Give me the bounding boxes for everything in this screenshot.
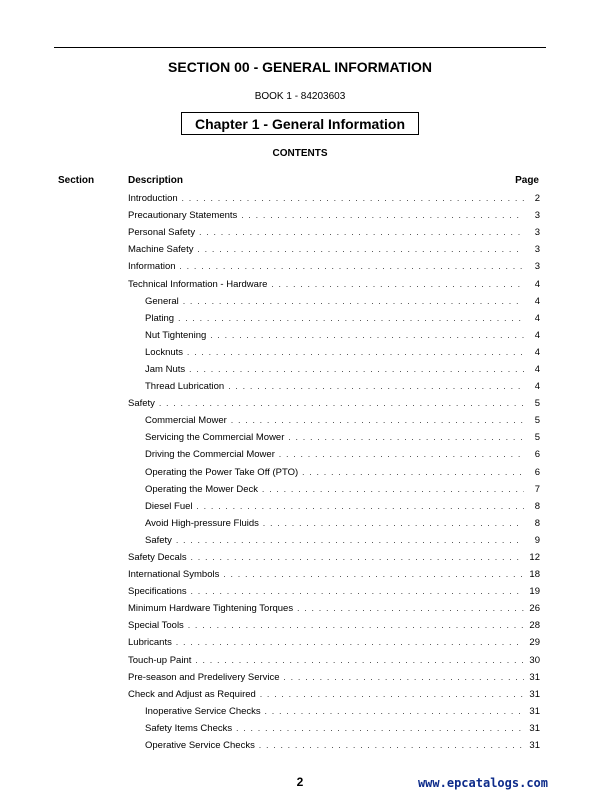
toc-leader-dots [265, 707, 524, 716]
toc-entry [128, 737, 540, 754]
toc-entry [128, 549, 540, 566]
toc-leader-dots [189, 365, 524, 374]
toc-leader-dots [197, 502, 524, 511]
toc-leader-dots [236, 724, 524, 733]
toc-entry-title: Safety Items Checks [145, 722, 233, 734]
toc-entry-page: 31 [529, 705, 540, 717]
toc-entry-title: Safety Decals [128, 552, 187, 564]
toc-entry-page: 30 [529, 654, 540, 666]
toc-leader-dots [159, 399, 524, 408]
watermark: www.epcatalogs.com [417, 776, 548, 790]
toc-entry-page: 4 [534, 329, 540, 341]
toc-entry-title: Jam Nuts [145, 363, 186, 375]
toc-leader-dots [195, 656, 524, 665]
toc-entry-page: 4 [534, 363, 540, 375]
toc-entry [128, 293, 540, 310]
toc-entry [128, 600, 540, 617]
toc-entry-page: 8 [534, 517, 540, 529]
toc-entry-title: Diesel Fuel [145, 500, 193, 512]
toc-leader-dots [176, 638, 524, 647]
toc-entry-title: Personal Safety [128, 227, 196, 239]
toc-entry [128, 446, 540, 463]
toc-entry-title: Commercial Mower [145, 415, 227, 427]
toc-leader-dots [231, 416, 524, 425]
toc-entry-title: Specifications [128, 586, 187, 598]
page-number: 2 [296, 775, 304, 789]
toc-leader-dots [262, 485, 524, 494]
toc-entry-page: 31 [529, 722, 540, 734]
toc-entry-title: Lubricants [128, 637, 172, 649]
toc-leader-dots [180, 262, 524, 271]
toc-leader-dots [271, 280, 524, 289]
toc-entry-page: 6 [534, 449, 540, 461]
toc-entry [128, 395, 540, 412]
toc-entry [128, 634, 540, 651]
top-rule [54, 47, 546, 48]
toc-entry-page: 4 [534, 278, 540, 290]
toc-entry-title: Touch-up Paint [128, 654, 192, 666]
toc-entry [128, 429, 540, 446]
toc-entry-title: Operating the Mower Deck [145, 483, 258, 495]
toc-entry-page: 3 [534, 261, 540, 273]
toc-entry-title: Servicing the Commercial Mower [145, 432, 285, 444]
toc-entry-title: Safety [145, 534, 172, 546]
toc-entry-title: Technical Information - Hardware [128, 278, 268, 290]
toc-entry-page: 9 [534, 534, 540, 546]
toc-leader-dots [279, 450, 524, 459]
toc-entry [128, 720, 540, 737]
toc-entry-page: 26 [529, 603, 540, 615]
toc-entry-page: 4 [534, 346, 540, 358]
toc-entry-page: 8 [534, 500, 540, 512]
toc-entry [128, 669, 540, 686]
toc-leader-dots [297, 604, 524, 613]
toc-leader-dots [288, 433, 524, 442]
toc-entry-title: Avoid High-pressure Fluids [145, 517, 259, 529]
toc-leader-dots [223, 570, 524, 579]
toc-entry-title: Nut Tightening [145, 329, 207, 341]
toc-entry [128, 583, 540, 600]
toc-entry-title: Information [128, 261, 176, 273]
toc-entry-page: 2 [534, 193, 540, 205]
toc-entry [128, 361, 540, 378]
toc-entry-page: 5 [534, 415, 540, 427]
toc-entry-title: Plating [145, 312, 175, 324]
chapter-title: Chapter 1 - General Information [194, 115, 406, 132]
toc-leader-dots [241, 211, 524, 220]
toc-leader-dots [199, 228, 524, 237]
toc-entry-page: 5 [534, 398, 540, 410]
toc-leader-dots [182, 194, 524, 203]
toc-leader-dots [302, 468, 524, 477]
toc-entry [128, 344, 540, 361]
toc-entry [128, 224, 540, 241]
toc-entry-page: 18 [529, 569, 540, 581]
table-of-contents [128, 190, 540, 754]
toc-entry [128, 515, 540, 532]
toc-leader-dots [284, 673, 524, 682]
chapter-title-box [181, 112, 419, 135]
toc-entry [128, 327, 540, 344]
toc-entry [128, 190, 540, 207]
toc-entry-page: 6 [534, 466, 540, 478]
toc-entry [128, 207, 540, 224]
toc-entry-page: 3 [534, 244, 540, 256]
toc-leader-dots [259, 741, 524, 750]
toc-entry-title: Special Tools [128, 620, 184, 632]
toc-leader-dots [188, 621, 524, 630]
toc-leader-dots [176, 536, 524, 545]
toc-entry-title: General [145, 295, 179, 307]
toc-entry-page: 12 [529, 552, 540, 564]
toc-entry [128, 241, 540, 258]
header-section: Section [58, 175, 95, 186]
toc-entry-title: Driving the Commercial Mower [145, 449, 275, 461]
toc-entry-page: 3 [534, 227, 540, 239]
toc-entry [128, 532, 540, 549]
toc-entry-title: International Symbols [128, 569, 220, 581]
toc-entry-title: Introduction [128, 193, 178, 205]
header-page: Page [515, 175, 539, 186]
toc-entry [128, 686, 540, 703]
toc-entry-title: Operative Service Checks [145, 740, 255, 752]
toc-entry-page: 4 [534, 312, 540, 324]
toc-leader-dots [263, 519, 524, 528]
toc-entry-page: 5 [534, 432, 540, 444]
section-title: SECTION 00 - GENERAL INFORMATION [168, 59, 432, 75]
toc-entry-page: 4 [534, 381, 540, 393]
toc-leader-dots [191, 553, 524, 562]
contents-heading: CONTENTS [272, 148, 328, 159]
header-description: Description [128, 175, 184, 186]
toc-leader-dots [191, 587, 524, 596]
toc-entry-page: 29 [529, 637, 540, 649]
toc-entry-title: Check and Adjust as Required [128, 688, 256, 700]
toc-leader-dots [228, 382, 524, 391]
toc-entry [128, 310, 540, 327]
toc-entry-title: Machine Safety [128, 244, 194, 256]
toc-entry-title: Inoperative Service Checks [145, 705, 261, 717]
toc-entry-page: 31 [529, 671, 540, 683]
toc-entry [128, 617, 540, 634]
toc-entry-page: 31 [529, 688, 540, 700]
toc-entry [128, 498, 540, 515]
toc-entry [128, 258, 540, 275]
toc-leader-dots [260, 690, 524, 699]
toc-entry-page: 31 [529, 740, 540, 752]
toc-entry [128, 481, 540, 498]
toc-entry-page: 28 [529, 620, 540, 632]
toc-entry-title: Minimum Hardware Tightening Torques [128, 603, 294, 615]
toc-entry [128, 412, 540, 429]
toc-entry-page: 7 [534, 483, 540, 495]
toc-entry [128, 703, 540, 720]
book-number: BOOK 1 - 84203603 [254, 91, 346, 102]
toc-leader-dots [197, 245, 524, 254]
toc-entry-page: 19 [529, 586, 540, 598]
toc-leader-dots [187, 348, 524, 357]
toc-entry-page: 4 [534, 295, 540, 307]
toc-leader-dots [210, 331, 524, 340]
toc-entry-title: Pre-season and Predelivery Service [128, 671, 280, 683]
toc-leader-dots [178, 314, 524, 323]
toc-entry-page: 3 [534, 210, 540, 222]
toc-leader-dots [183, 297, 524, 306]
toc-entry [128, 464, 540, 481]
toc-entry-title: Safety [128, 398, 155, 410]
toc-entry-title: Thread Lubrication [145, 381, 225, 393]
toc-entry-title: Precautionary Statements [128, 210, 238, 222]
toc-entry [128, 652, 540, 669]
toc-entry [128, 275, 540, 292]
toc-entry [128, 378, 540, 395]
toc-entry-title: Locknuts [145, 346, 184, 358]
toc-entry [128, 566, 540, 583]
toc-entry-title: Operating the Power Take Off (PTO) [145, 466, 299, 478]
